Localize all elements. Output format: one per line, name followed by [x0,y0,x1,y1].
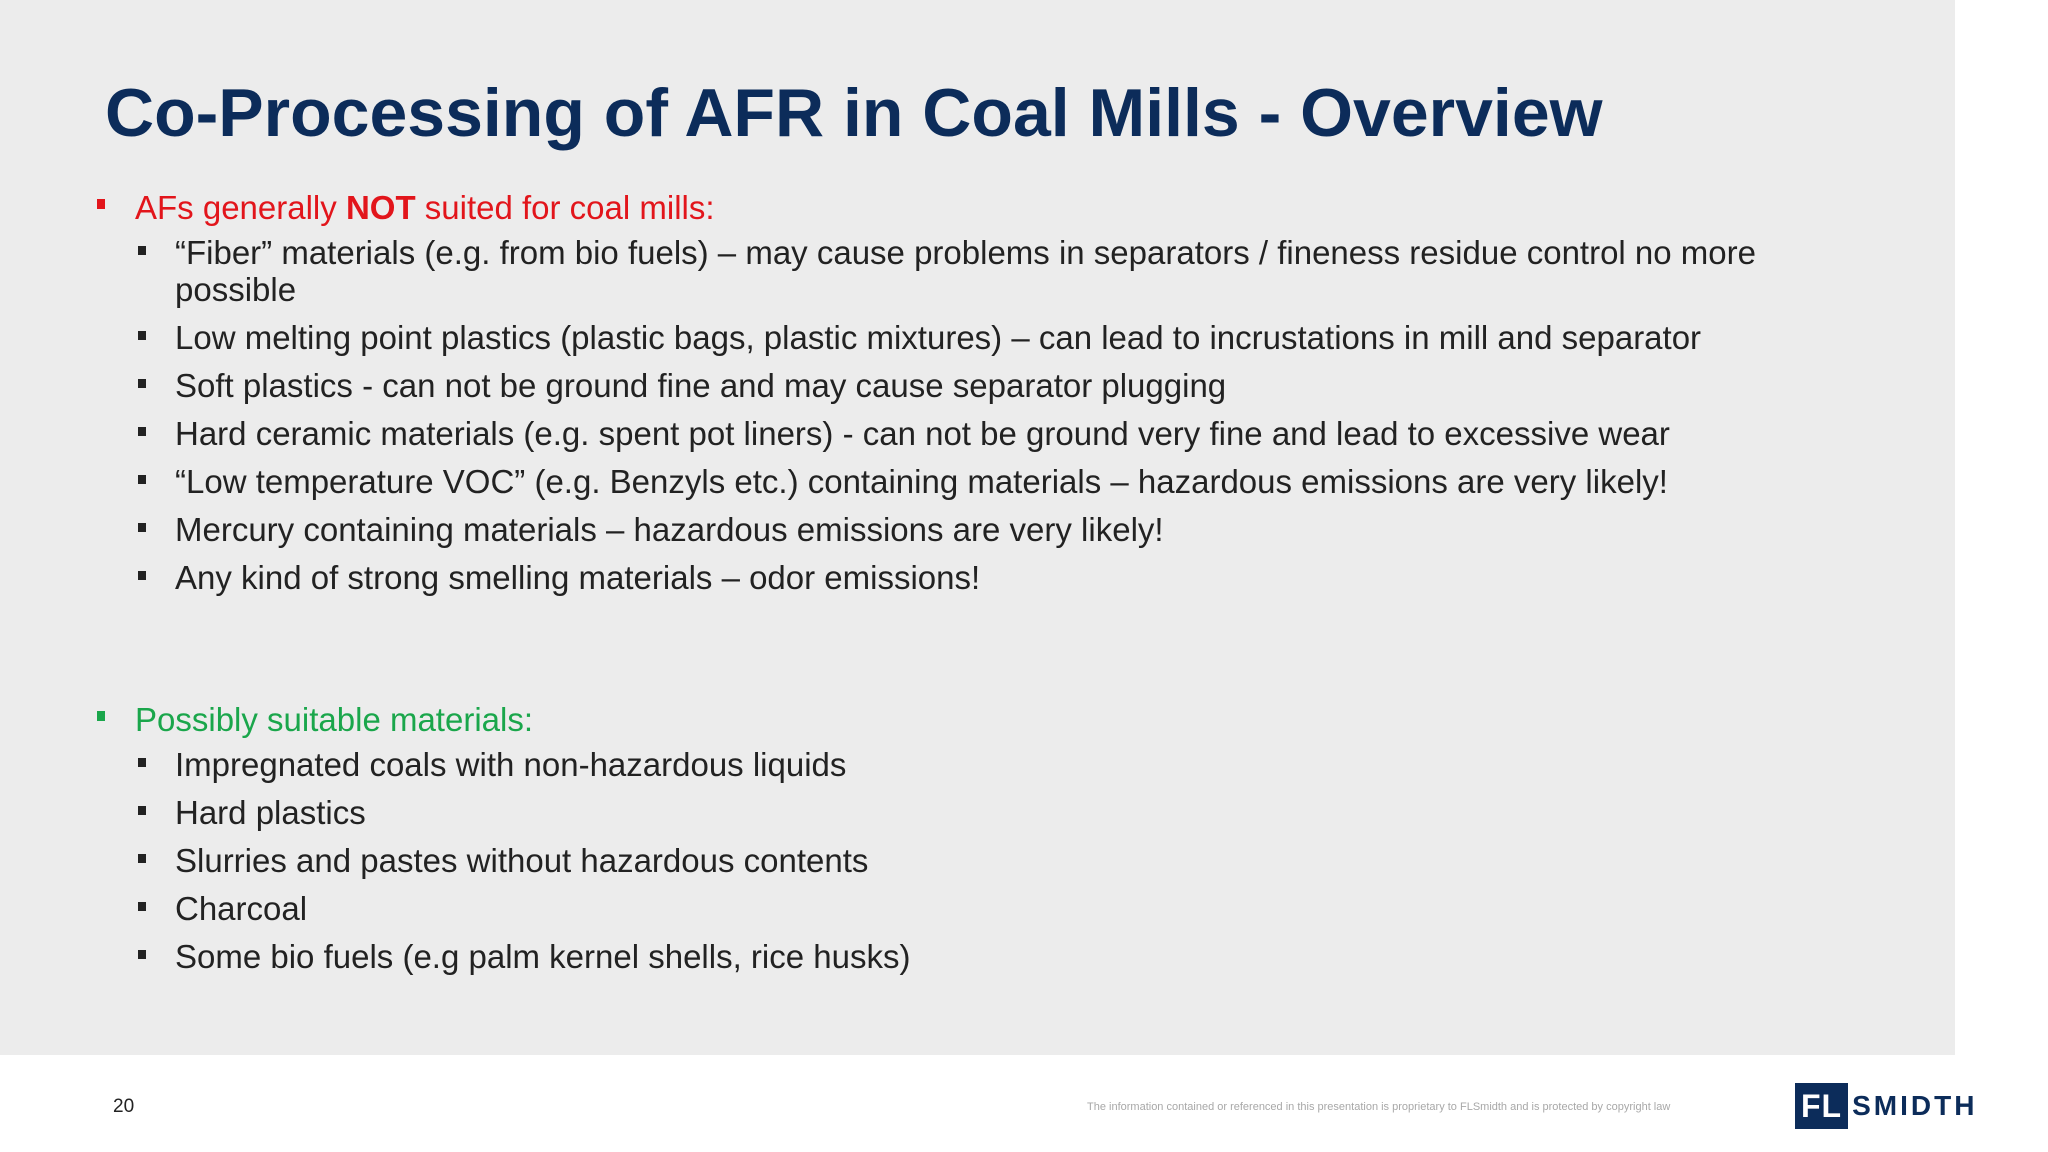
list-item-text: Mercury containing materials – hazardous emissions are very likely! [175,511,1164,548]
list-item-text: Soft plastics - can not be ground fine and may cause separator plugging [175,367,1227,404]
bullet-icon [138,571,146,580]
list-item [95,559,1795,596]
bullet-icon [138,854,146,863]
not-suited-heading [95,186,1795,230]
list-item [95,890,1795,927]
page-number: 20 [113,1096,135,1117]
list-item-text: Low melting point plastics (plastic bags, plastic mixtures) – can lead to incrustations in mill and separator [175,319,1702,356]
list-item [95,842,1795,879]
list-item [95,234,1795,308]
list-item [95,746,1795,783]
list-item-text: Slurries and pastes without hazardous contents [175,842,869,879]
bullet-icon [138,331,146,340]
bullet-icon [138,246,146,255]
flsmidth-logo [1795,1083,1977,1129]
logo-box: FL [1795,1083,1848,1129]
list-item-text: Charcoal [175,890,308,927]
list-item [95,511,1795,548]
bullet-icon [138,475,146,484]
list-item-text: Hard ceramic materials (e.g. spent pot liners) - can not be ground very fine and lead to excessive wear [175,415,1670,452]
bullet-icon [138,950,146,959]
bullet-icon [138,427,146,436]
slide-title: Co-Processing of AFR in Coal Mills - Overview [105,75,1603,151]
bullet-icon [138,379,146,388]
bullet-icon [138,758,146,767]
list-item-text: Impregnated coals with non-hazardous liquids [175,746,847,783]
red-bullet-icon [97,199,105,209]
list-item [95,463,1795,500]
list-item-text: “Fiber” materials (e.g. from bio fuels) – may cause problems in separators / fineness residue control no more possible [175,234,1756,308]
list-item [95,367,1795,404]
bullet-icon [138,902,146,911]
list-item [95,938,1795,975]
list-item-text: Some bio fuels (e.g palm kernel shells, rice husks) [175,938,911,975]
not-suited-list [95,234,1795,596]
list-item-text: Any kind of strong smelling materials – odor emissions! [175,559,981,596]
list-item [95,319,1795,356]
copyright-disclaimer: The information contained or referenced in this presentation is proprietary to FLSmidth and is protected by copyright law [1087,1101,1671,1113]
not-suited-section [95,186,1795,607]
suitable-section [95,698,1795,986]
heading-text: Possibly suitable materials: [135,701,533,738]
bullet-icon [138,806,146,815]
list-item [95,794,1795,831]
suitable-heading [95,698,1795,742]
green-bullet-icon [97,711,105,721]
logo-text: SMIDTH [1852,1090,1978,1121]
list-item [95,415,1795,452]
heading-text-pre: AFs generally [135,189,346,226]
list-item-text: “Low temperature VOC” (e.g. Benzyls etc.) containing materials – hazardous emissions are very likely! [175,463,1668,500]
bullet-icon [138,523,146,532]
heading-text-emphasis: NOT [345,189,416,226]
suitable-list [95,746,1795,975]
list-item-text: Hard plastics [175,794,366,831]
heading-text-post: suited for coal mills: [415,189,715,226]
